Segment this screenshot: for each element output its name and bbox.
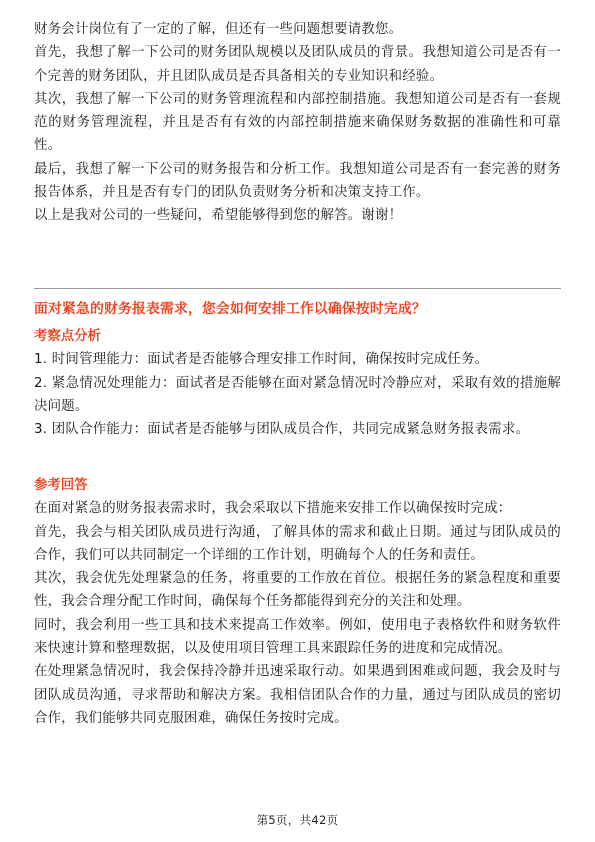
answer-paragraph: 在面对紧急的财务报表需求时，我会采取以下措施来安排工作以确保按时完成： bbox=[34, 501, 512, 517]
section-divider bbox=[34, 288, 561, 289]
answer-paragraph: 首先，我会与相关团队成员进行沟通，了解具体的需求和截止日期。通过与团队成员的合作，我们可以共同制定一个详细的工作计划，明确每个人的任务和责任。 bbox=[34, 524, 561, 563]
analysis-section bbox=[34, 325, 561, 441]
answer-paragraph: 在处理紧急情况时，我会保持冷静并迅速采取行动。如果遇到困难或问题，我会及时与团队成员沟通，寻求帮助和解决方案。我相信团队合作的力量，通过与团队成员的密切合作，我们能够共同克服困难，确保任务按时完成。 bbox=[34, 664, 561, 726]
page-number: 第5页，共42页 bbox=[256, 813, 339, 827]
intro-paragraph: 其次，我想了解一下公司的财务管理流程和内部控制措施。我想知道公司是否有一套规范的财务管理流程，并且是否有有效的内部控制措施来确保财务数据的准确性和可靠性。 bbox=[34, 91, 561, 154]
intro-paragraph: 以上是我对公司的一些疑问，希望能够得到您的解答。谢谢！ bbox=[34, 208, 403, 224]
intro-section bbox=[34, 18, 561, 228]
analysis-item: 2. 紧急情况处理能力：面试者是否能够在面对紧急情况时冷静应对，采取有效的措施解决问题。 bbox=[34, 375, 561, 414]
question-title: 面对紧急的财务报表需求，您会如何安排工作以确保按时完成？ bbox=[34, 301, 426, 317]
answer-paragraph: 同时，我会利用一些工具和技术来提高工作效率。例如，使用电子表格软件和财务软件来快速计算和整理数据，以及使用项目管理工具来跟踪任务的进度和完成情况。 bbox=[34, 617, 561, 657]
analysis-heading: 考察点分析 bbox=[34, 329, 101, 344]
analysis-item: 3. 团队合作能力：面试者是否能够与团队成员合作，共同完成紧急财务报表需求。 bbox=[34, 422, 530, 438]
analysis-item: 1. 时间管理能力：面试者是否能够合理安排工作时间，确保按时完成任务。 bbox=[34, 352, 489, 368]
answer-paragraph: 其次，我会优先处理紧急的任务，将重要的工作放在首位。根据任务的紧急程度和重要性，我会合理分配工作时间，确保每个任务都能得到充分的关注和处理。 bbox=[34, 571, 561, 610]
answer-section bbox=[34, 474, 561, 730]
intro-paragraph: 财务会计岗位有了一定的了解，但还有一些问题想要请教您。 bbox=[34, 22, 403, 37]
answer-heading: 参考回答 bbox=[34, 478, 88, 493]
intro-paragraph: 首先，我想了解一下公司的财务团队规模以及团队成员的背景。我想知道公司是否有一个完善的财务团队，并且团队成员是否具备相关的专业知识和经验。 bbox=[34, 45, 561, 84]
intro-paragraph: 最后，我想了解一下公司的财务报告和分析工作。我想知道公司是否有一套完善的财务报告体系，并且是否有专门的团队负责财务分析和决策支持工作。 bbox=[34, 161, 561, 201]
